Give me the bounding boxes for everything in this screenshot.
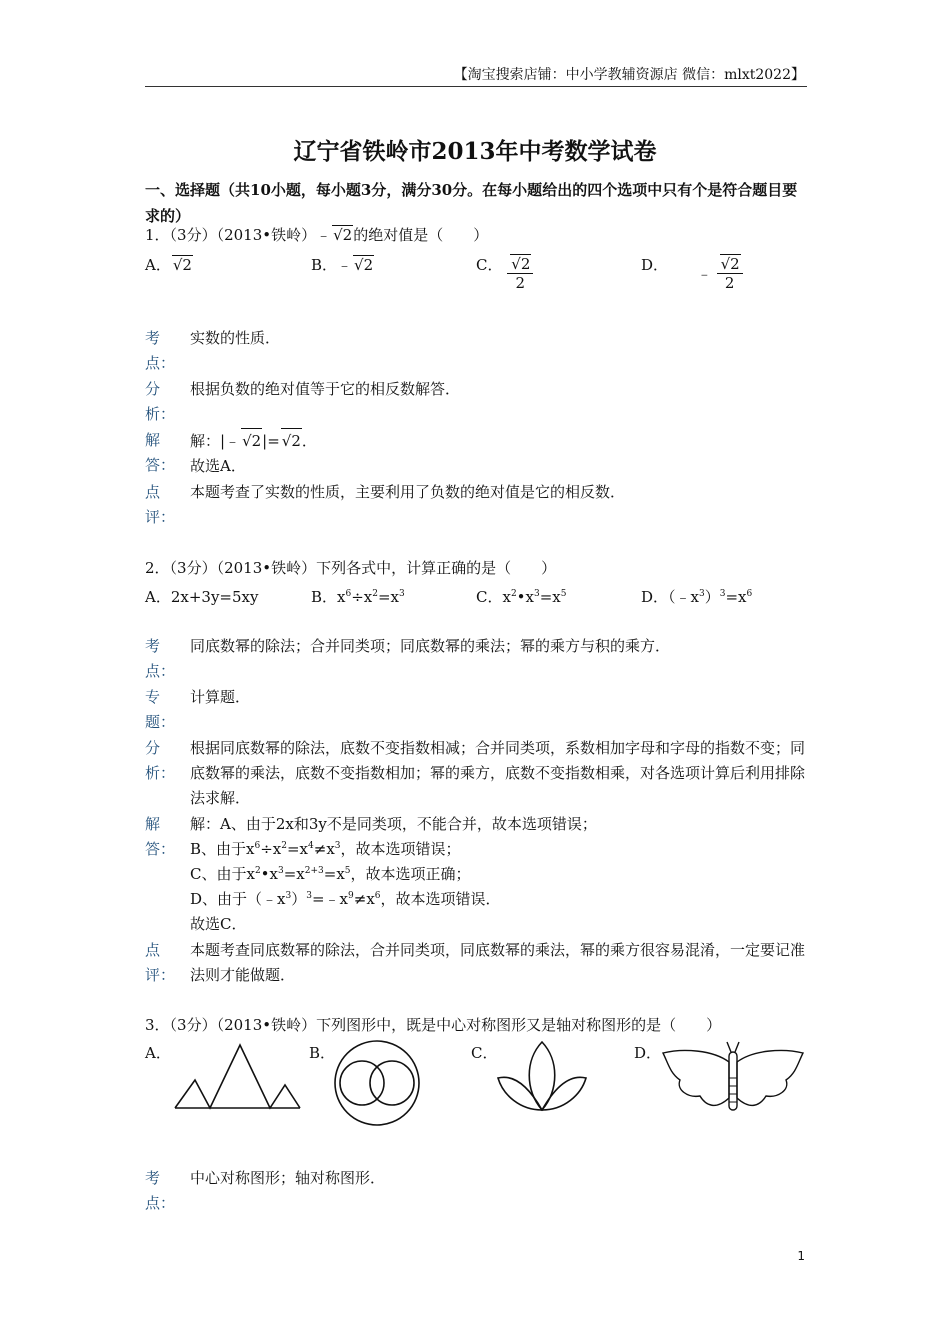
q3-figure-b-circles (332, 1038, 422, 1128)
q1-stem (145, 224, 488, 245)
q1-jieda: 解：|﹣ √2|= √2． 故选A． (190, 428, 317, 479)
q2-option-d: D．$(﹣x^3)^3=x^6$ (641, 588, 753, 606)
q1-fenxi-label: 分 析： (145, 380, 176, 423)
q2-jieda: 解：A、由于2x和3y不是同类项，不能合并，故本选项错误； B、由于$x^6\div x^2=x^4\ne x^3$，故本选项错误； C、由于$x^2•x^3=x^{2+3}=x^5$，故本选项正确； D、由于$(﹣x^3)^3=﹣x^9\ne x^6$，故本选项错误． 故选C． (190, 815, 597, 933)
q3-kaodian-label: 考 点： (145, 1169, 176, 1212)
q2-stem: 2．（3分）（2013•铁岭）下列各式中，计算正确的是（ ） (145, 559, 557, 577)
q1-option-c: C． $\frac{√2}{2}$ (476, 254, 533, 292)
q3-figure-d-butterfly (658, 1038, 808, 1118)
q1-dianping: 本题考查了实数的性质，主要利用了负数的绝对值是它的相反数． (190, 483, 626, 501)
q1-dianping-label: 点 评： (145, 483, 176, 526)
q3-option-c-label: C． (471, 1044, 498, 1062)
page-number: 1 (797, 1249, 805, 1263)
q2-zhuanti-label: 专 题： (145, 688, 176, 731)
q1-option-a-root: √2 (172, 256, 192, 274)
q3-option-b-label: B． (309, 1044, 336, 1062)
q2-option-a: A．2x+3y=5xy (145, 588, 259, 606)
q2-jieda-label: 解 答： (145, 815, 176, 858)
q2-dianping: 本题考查同底数幂的除法，合并同类项，同底数幂的乘法，幂的乘方很容易混淆，一定要记准法则才能做题． (190, 941, 806, 984)
header-rule (145, 86, 807, 87)
q3-figure-c-lotus (495, 1040, 590, 1115)
q1-jieda-label: 解 答： (145, 431, 176, 474)
q2-option-c: C．$x^2•x^3=x^5$ (476, 588, 567, 606)
q3-option-d-label: D． (634, 1044, 662, 1062)
q1-option-d-fraction: $\frac{√2}{2}$ (717, 254, 743, 292)
q2-fenxi-label: 分 析： (145, 739, 176, 782)
q2-kaodian: 同底数幂的除法；合并同类项；同底数幂的乘法；幂的乘方与积的乘方． (190, 637, 671, 655)
q1-option-d: D． ﹣ $\frac{√2}{2}$ (641, 254, 743, 292)
q1-fenxi: 根据负数的绝对值等于它的相反数解答． (190, 380, 461, 398)
q2-zhuanti: 计算题． (190, 688, 251, 706)
q2-dianping-label: 点 评： (145, 941, 176, 984)
q3-option-a-label: A． (145, 1044, 171, 1062)
q1-kaodian: 实数的性质． (190, 329, 281, 347)
q3-stem: 3．（3分）（2013•铁岭）下列图形中，既是中心对称图形又是轴对称图形的是（ ） (145, 1016, 722, 1034)
q1-option-a: A． √2 (145, 256, 192, 274)
q1-option-c-fraction: $\frac{√2}{2}$ (507, 254, 533, 292)
q1-stem-suffix: 的绝对值是（ ） (353, 226, 489, 244)
section-heading: 一、选择题（共10小题，每小题3分，满分30分。在每小题给出的四个选项中只有个是符合题目要求的） (145, 181, 798, 225)
page-title: 辽宁省铁岭市2013年中考数学试卷 (293, 138, 657, 165)
q1-kaodian-label: 考 点： (145, 329, 176, 372)
page-header: 【淘宝搜索店铺：中小学教辅资源店 微信：mlxt2022】 (453, 67, 805, 83)
q1-stem-root: √2 (333, 226, 353, 244)
q3-kaodian: 中心对称图形；轴对称图形． (190, 1169, 386, 1187)
q2-fenxi: 根据同底数幂的除法，底数不变指数相减；合并同类项，系数相加字母和字母的指数不变；同底数幂的乘法，底数不变指数相加；幂的乘方，底数不变指数相乘，对各选项计算后利用排除法求解． (190, 739, 806, 807)
q2-kaodian-label: 考 点： (145, 637, 176, 680)
q3-figure-a-mountains (170, 1040, 305, 1115)
q2-option-b: B．$x^6\div x^2=x^3$ (311, 588, 405, 606)
q1-option-b: B．﹣ √2 (311, 256, 374, 274)
q1-option-b-root: √2 (354, 256, 374, 274)
q1-stem-prefix: 1．（3分）（2013•铁岭）﹣ (145, 226, 332, 244)
